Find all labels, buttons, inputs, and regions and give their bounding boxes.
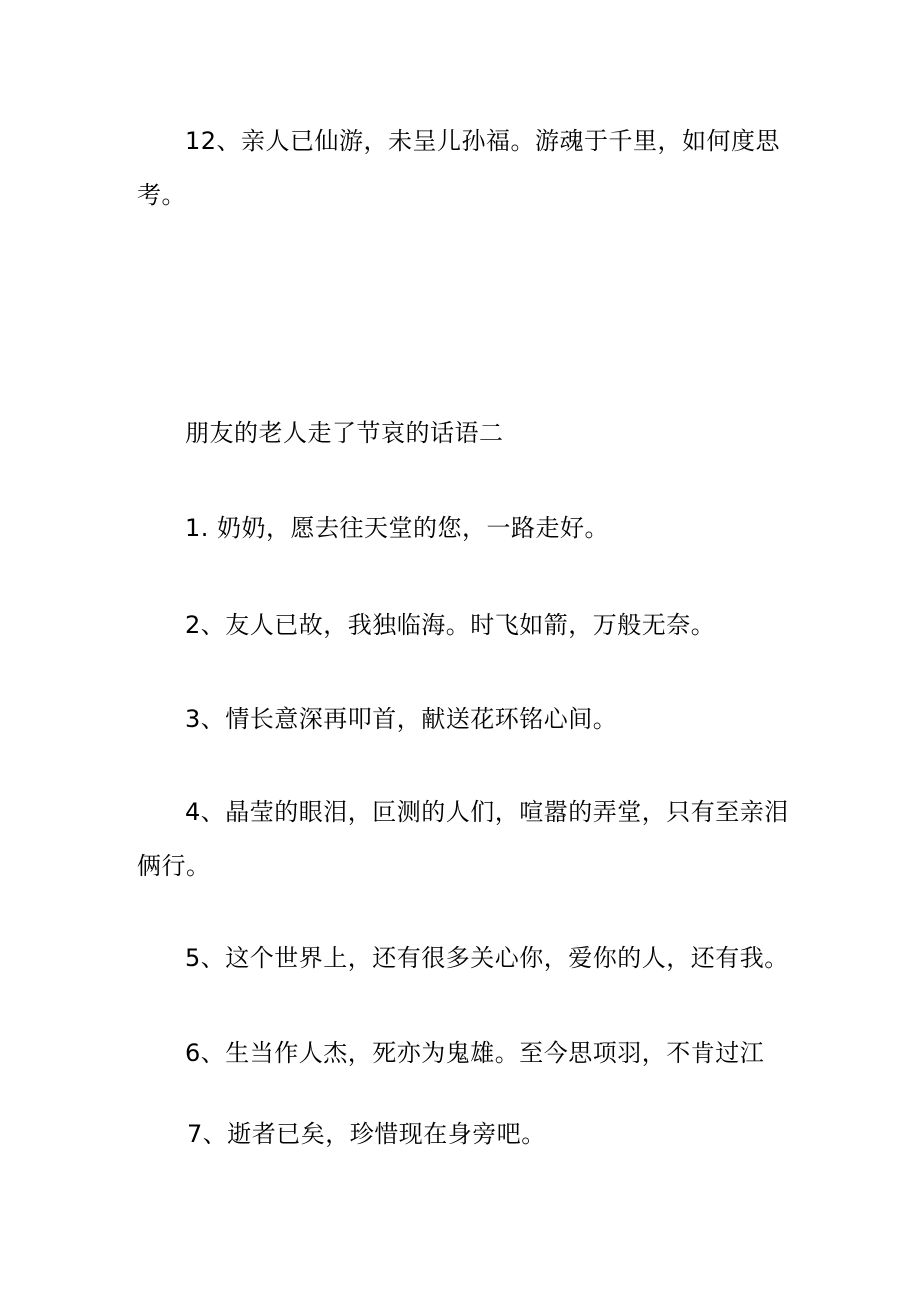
section-heading: 朋友的老人走了节哀的话语二 xyxy=(185,419,504,447)
paragraph-item-7: 7、逝者已矣，珍惜现在身旁吧。 xyxy=(187,1120,546,1148)
paragraph-item-3: 3、情长意深再叩首，献送花环铭心间。 xyxy=(185,705,618,733)
paragraph-item-2: 2、友人已故，我独临海。时飞如箭，万般无奈。 xyxy=(185,611,716,639)
paragraph-item-1: 1. 奶奶，愿去往天堂的您，一路走好。 xyxy=(185,514,610,542)
paragraph-item-5: 5、这个世界上，还有很多关心你，爱你的人，还有我。 xyxy=(185,944,789,972)
paragraph-item-4: 4、晶莹的眼泪，叵测的人们，喧嚣的弄堂，只有至亲泪俩行。 xyxy=(137,798,789,880)
paragraph-item-12: 12、亲人已仙游，未呈儿孙福。游魂于千里，如何度思考。 xyxy=(137,127,781,209)
paragraph-item-6: 6、生当作人杰，死亦为鬼雄。至今思项羽，不肯过江 xyxy=(185,1039,765,1067)
